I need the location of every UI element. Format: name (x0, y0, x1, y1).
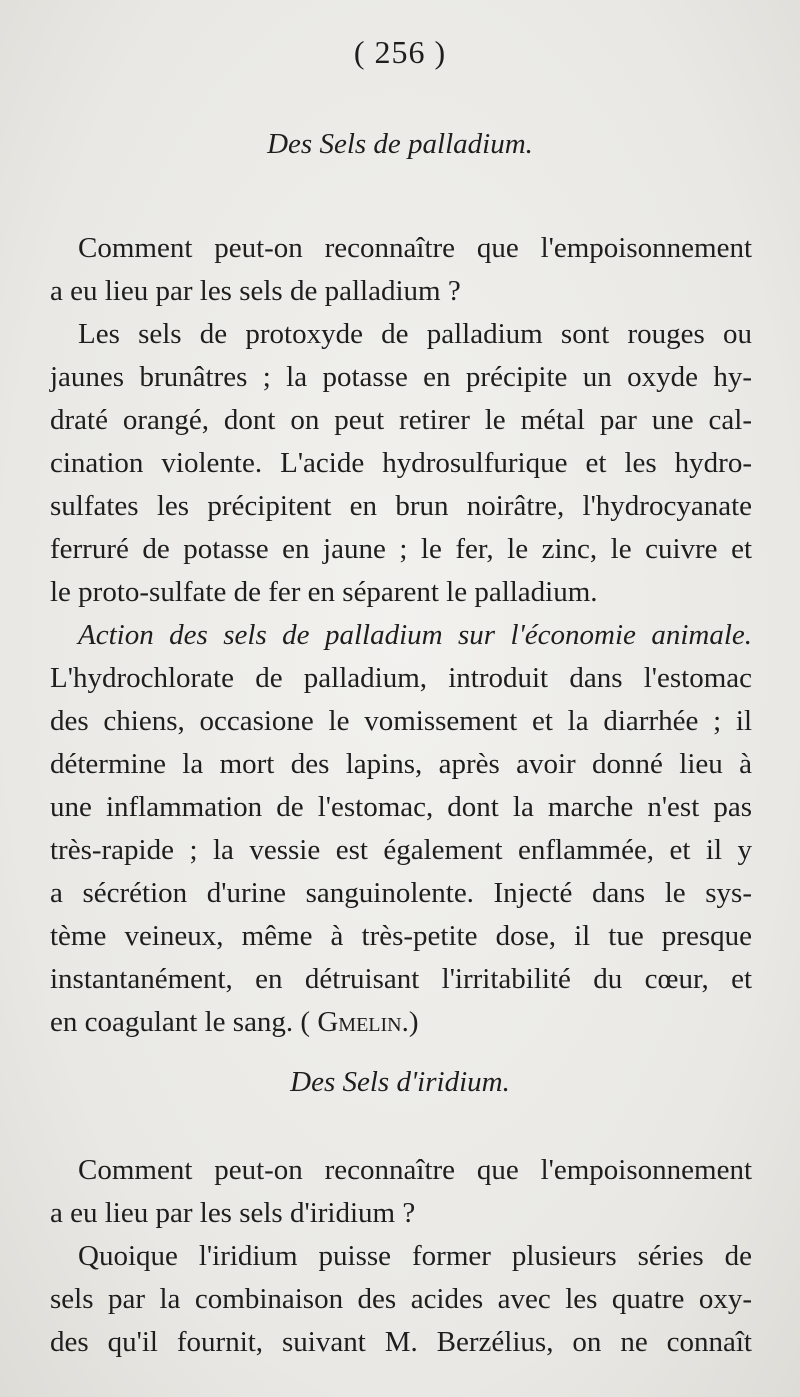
text-line: jaunes brunâtres ; la potasse en précipite un oxyde hy- (50, 361, 752, 393)
page-number: ( 256 ) (353, 34, 447, 70)
text-line: ferruré de potasse en jaune ; le fer, le zinc, le cuivre et (50, 533, 752, 565)
text-line-with-citation (50, 1001, 752, 1044)
text-line: tème veineux, même à très-petite dose, il tue presque (50, 920, 752, 952)
text-line: Quoique l'iridium puisse former plusieurs séries de (78, 1240, 752, 1272)
section-heading-iridium: Des Sels d'iridium. (290, 1066, 510, 1098)
text-line: le proto-sulfate de fer en séparent le palladium. (50, 576, 598, 608)
section-heading-palladium: Des Sels de palladium. (267, 128, 533, 160)
question-palladium (50, 227, 752, 313)
action-subheading: Action des sels de palladium sur l'économie animale. (78, 619, 752, 651)
text-line: des qu'il fournit, suivant M. Berzélius, on ne connaît (50, 1326, 752, 1358)
text-line: Les sels de protoxyde de palladium sont rouges ou (78, 318, 752, 350)
paragraph-palladium-action (50, 614, 752, 1044)
text-line: L'hydrochlorate de palladium, introduit dans l'estomac (50, 662, 752, 694)
text-line: a eu lieu par les sels de palladium ? (50, 275, 461, 307)
text-line: draté orangé, dont on peut retirer le métal par une cal- (50, 404, 752, 436)
citation-author: Gmelin. (317, 1006, 409, 1038)
text-line: une inflammation de l'estomac, dont la marche n'est pas (50, 791, 752, 823)
text-line: a sécrétion d'urine sanguinolente. Injecté dans le sys- (50, 877, 752, 909)
text-line: Comment peut-on reconnaître que l'empoisonnement (78, 232, 752, 264)
question-iridium (50, 1149, 752, 1235)
text-line: sels par la combinaison des acides avec les quatre oxy- (50, 1283, 752, 1315)
text-fragment: ) (408, 1006, 419, 1038)
text-line: très-rapide ; la vessie est également enflammée, et il y (50, 834, 752, 866)
paragraph-palladium-properties (50, 313, 752, 614)
text-line: cination violente. L'acide hydrosulfurique et les hydro- (50, 447, 752, 479)
text-line: des chiens, occasione le vomissement et la diarrhée ; il (50, 705, 752, 737)
text-line: sulfates les précipitent en brun noirâtre, l'hydrocyanate (50, 490, 752, 522)
text-fragment: en coagulant le sang. ( (50, 1006, 311, 1038)
paragraph-iridium (50, 1235, 752, 1364)
text-line: instantanément, en détruisant l'irritabilité du cœur, et (50, 963, 752, 995)
text-line: détermine la mort des lapins, après avoir donné lieu à (50, 748, 752, 780)
text-line: Comment peut-on reconnaître que l'empoisonnement (78, 1154, 752, 1186)
text-line: a eu lieu par les sels d'iridium ? (50, 1197, 416, 1229)
